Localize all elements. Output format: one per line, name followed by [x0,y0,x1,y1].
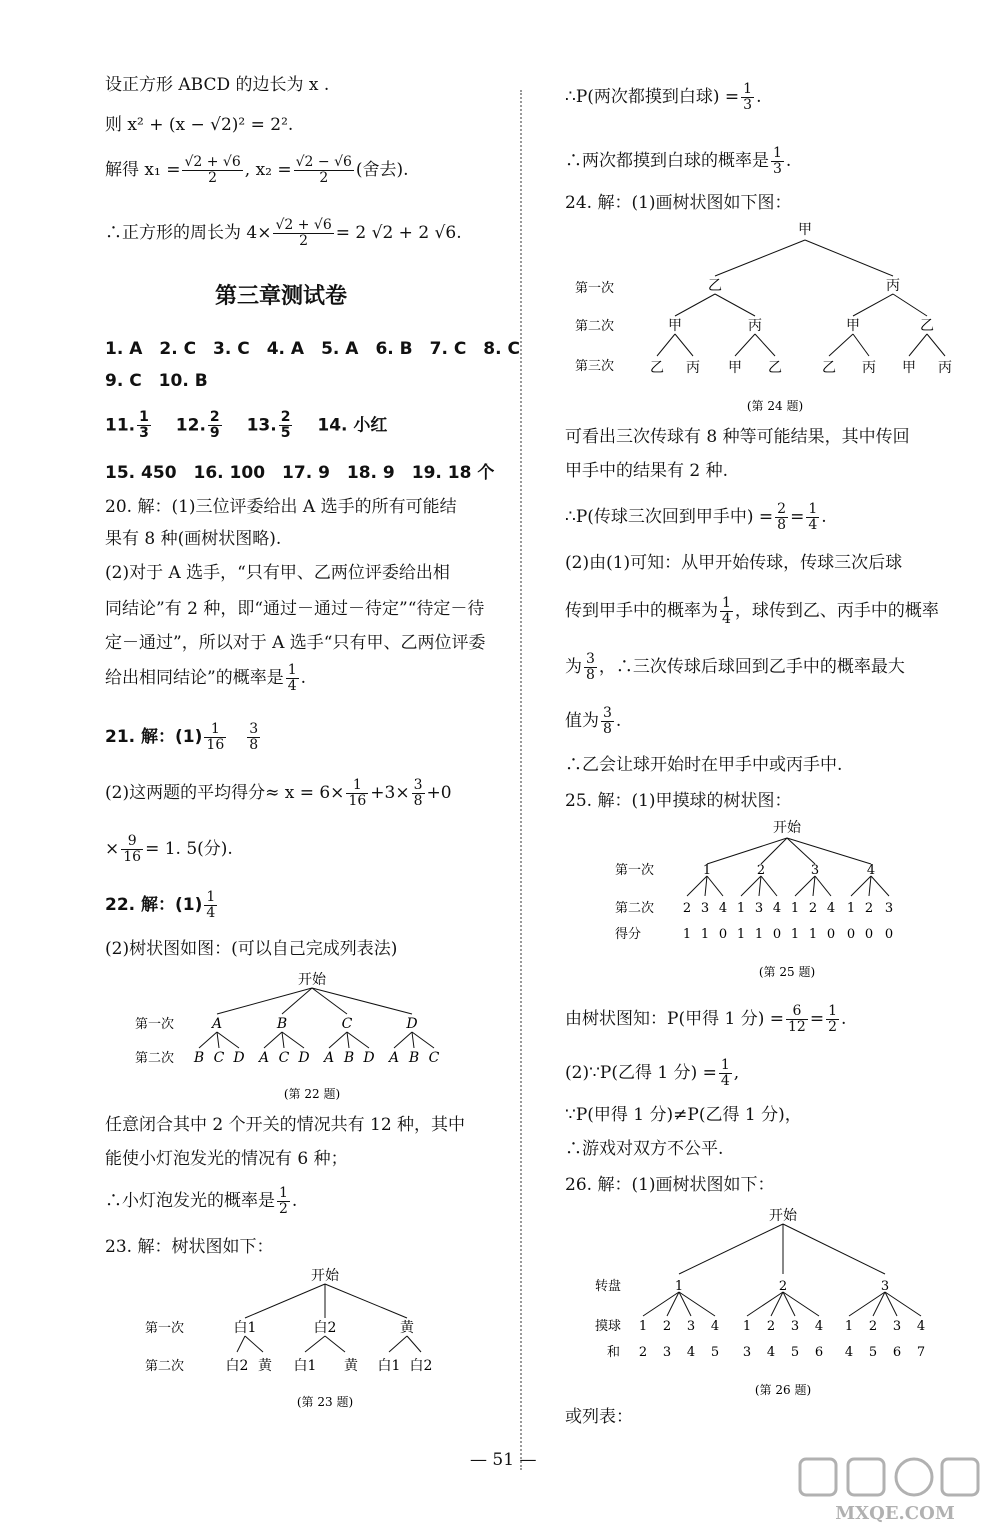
q26-line2: 或列表： [565,1407,633,1427]
line-solution: 解得 x₁ = $\frac{√2 + √6}{2}$ , x₂ = $\frac{√2 - √6}{2}$ (舍去). [105,154,409,186]
tree25-score: 0 [884,927,894,942]
tree-diagram-26 [595,1200,955,1410]
tree26-sum: 3 [662,1345,672,1360]
tree25-row2-label: 第二次 [615,901,655,916]
column-divider [520,90,522,1470]
q25-line2: 由树状图知：P(甲得 1 分) = $\frac{6}{12}$ = $\frac{1}{2}$ . [565,1003,847,1035]
tree23-leaf: 白2 [225,1358,249,1374]
tree26-leaf: 3 [892,1319,902,1334]
tree25-leaf: 1 [736,901,746,916]
tree26-sum: 4 [766,1345,776,1360]
tree25-score: 0 [826,927,836,942]
tree25-score: 1 [790,927,800,942]
answers-15-19: 15. 450 16. 100 17. 9 18. 9 19. 18 个 [105,463,495,483]
tree22-leaf: C [278,1050,290,1066]
tree26-leaf: 4 [916,1319,926,1334]
q22-line1: 22. 解：(1) $\frac{1}{4}$ [105,889,216,921]
tree26-leaf: 2 [662,1319,672,1334]
tree-diagram-22 [135,966,495,1106]
tree22-leaf: A [388,1050,400,1066]
tree24-node: 乙 [708,278,722,294]
q25-line3: (2)∵P(乙得 1 分) = $\frac{1}{4}$ , [565,1057,740,1089]
tree23-leaf: 白1 [377,1358,401,1374]
tree22-node: B [276,1016,288,1032]
tree22-node: A [211,1016,223,1032]
watermark-logo [790,1455,1000,1525]
tree26-row2-label: 摸球 [595,1319,622,1334]
q20-line1: 20. 解：(1)三位评委给出 A 选手的所有可能结 [105,497,457,517]
tree24-node: 丙 [748,318,762,334]
q22-line5: ∴小灯泡发光的概率是 $\frac{1}{2}$ . [105,1185,298,1217]
tree22-leaf: D [233,1050,245,1066]
tree26-sum: 6 [814,1345,824,1360]
tree-diagram-25 [615,816,955,986]
q24-line7: 为 $\frac{3}{8}$ ，∴三次传球后球回到乙手中的概率最大 [565,651,905,683]
tree25-leaf: 1 [846,901,856,916]
tree25-score: 0 [718,927,728,942]
tree25-node: 2 [756,863,766,878]
tree-diagram-23 [145,1262,485,1412]
q24-line4: ∴P(传球三次回到甲手中) = $\frac{2}{8}$ = $\frac{1}{4}$ . [565,501,827,533]
tree26-row1-label: 转盘 [595,1279,622,1294]
tree24-leaf: 丙 [686,360,700,376]
tree22-leaf: D [363,1050,375,1066]
tree23-node: 白1 [233,1320,257,1336]
tree24-start: 甲 [798,222,812,238]
tree26-sum: 5 [868,1345,878,1360]
tree25-score: 1 [682,927,692,942]
q20-line3: (2)对于 A 选手，“只有甲、乙两位评委给出相 [105,563,450,583]
tree26-sum: 3 [742,1345,752,1360]
tree26-sum: 6 [892,1345,902,1360]
tree24-node: 丙 [886,278,900,294]
tree23-start: 开始 [311,1268,339,1284]
line-perimeter: ∴正方形的周长为 4× $\frac{√2 + √6}{2}$ = 2 √2 + 2 √6. [105,217,462,249]
q24-line3: 甲手中的结果有 2 种. [565,461,729,481]
q25-line5: ∴游戏对双方不公平. [565,1139,724,1159]
tree25-leaf: 2 [808,901,818,916]
tree26-leaf: 3 [686,1319,696,1334]
tree23-node: 白2 [313,1320,337,1336]
tree24-leaf: 甲 [728,360,742,376]
tree26-node: 3 [880,1279,890,1294]
line-equation: 则 x² + (x − √2)² = 2². [105,115,294,135]
tree24-row1-label: 第一次 [575,281,615,296]
q21-line1: 21. 解：(1) $\frac{1}{16}$ $\frac{3}{8}$ [105,721,259,753]
tree22-caption: (第 22 题) [283,1087,341,1101]
q22-line3: 任意闭合其中 2 个开关的情况共有 12 种，其中 [105,1115,466,1135]
tree25-node: 3 [810,863,820,878]
tree24-caption: (第 24 题) [746,399,804,413]
tree26-sum: 5 [790,1345,800,1360]
tree22-leaf: A [258,1050,270,1066]
answers-9-10: 9. C 10. B [105,371,208,391]
q24-line2: 可看出三次传球有 8 种等可能结果，其中传回 [565,427,910,447]
tree24-leaf: 甲 [902,360,916,376]
q24-line5: (2)由(1)可知：从甲开始传球，传球三次后球 [565,553,903,573]
tree24-leaf: 丙 [862,360,876,376]
tree23-caption: (第 23 题) [296,1395,354,1409]
tree22-row2-label: 第二次 [135,1051,175,1066]
tree26-leaf: 1 [742,1319,752,1334]
tree26-sum: 4 [686,1345,696,1360]
tree23-row2-label: 第二次 [145,1359,185,1374]
tree25-leaf: 4 [826,901,836,916]
tree26-leaf: 1 [844,1319,854,1334]
tree26-row3-label: 和 [607,1345,621,1360]
tree26-leaf: 4 [814,1319,824,1334]
tree24-node: 甲 [668,318,682,334]
tree24-row3-label: 第三次 [575,359,615,374]
tree25-leaf: 3 [884,901,894,916]
tree24-node: 甲 [846,318,860,334]
tree26-caption: (第 26 题) [754,1383,812,1397]
tree23-row1-label: 第一次 [145,1321,185,1336]
prob-white-line: ∴P(两次都摸到白球) = $\frac{1}{3}$ . [565,81,762,113]
tree24-leaf: 乙 [650,360,664,376]
tree25-node: 1 [702,863,712,878]
tree25-score: 1 [754,927,764,942]
q20-line5: 定－通过”，所以对于 A 选手“只有甲、乙两位评委 [105,633,486,653]
tree26-leaf: 1 [638,1319,648,1334]
chapter-title: 第三章测试卷 [215,284,348,309]
tree22-node: C [341,1016,353,1032]
tree23-leaf: 白2 [409,1358,433,1374]
q20-line4: 同结论”有 2 种，即“通过－通过－待定”“待定－待 [105,599,485,619]
tree26-sum: 7 [916,1345,926,1360]
q21-line3: × $\frac{9}{16}$ = 1. 5(分). [105,833,233,865]
tree23-leaf: 黄 [344,1358,358,1374]
tree24-node: 乙 [920,318,934,334]
tree-diagram-24 [575,218,975,418]
tree26-start: 开始 [769,1208,797,1224]
tree25-leaf: 3 [700,901,710,916]
tree25-node: 4 [866,863,876,878]
tree22-row1-label: 第一次 [135,1017,175,1032]
tree25-score: 1 [736,927,746,942]
q26-line1: 26. 解：(1)画树状图如下： [565,1175,775,1195]
tree25-row3-label: 得分 [615,927,642,942]
tree24-leaf: 乙 [822,360,836,376]
tree22-leaf: C [428,1050,440,1066]
tree25-leaf: 4 [718,901,728,916]
tree25-score: 0 [772,927,782,942]
q25-line1: 25. 解：(1)甲摸球的树状图： [565,791,792,811]
tree22-node: D [406,1016,418,1032]
q20-line2: 果有 8 种(画树状图略). [105,529,282,549]
tree26-leaf: 2 [766,1319,776,1334]
q21-line2: (2)这两题的平均得分≈ x = 6× $\frac{1}{16}$ +3× $\frac{3}{8}$ +0 [105,777,452,809]
tree24-leaf: 丙 [938,360,952,376]
q22-line4: 能使小灯泡发光的情况有 6 种； [105,1149,348,1169]
answers-1-8: 1. A 2. C 3. C 4. A 5. A 6. B 7. C 8. C [105,339,520,359]
tree24-leaf: 乙 [768,360,782,376]
q24-line6: 传到甲手中的概率为 $\frac{1}{4}$ ，球传到乙、丙手中的概率 [565,595,939,627]
q24-line9: ∴乙会让球开始时在甲手中或丙手中. [565,755,843,775]
tree26-leaf: 2 [868,1319,878,1334]
q24-line8: 值为 $\frac{3}{8}$ . [565,705,622,737]
tree25-score: 1 [808,927,818,942]
tree26-leaf: 4 [710,1319,720,1334]
tree22-leaf: C [213,1050,225,1066]
tree23-leaf: 黄 [258,1358,272,1374]
tree25-row1-label: 第一次 [615,863,655,878]
line-square-side: 设正方形 ABCD 的边长为 x . [105,75,330,95]
tree25-score: 0 [846,927,856,942]
answers-11-14: 11. $\frac{1}{3}$ 12. $\frac{2}{9}$ 13. $\frac{2}{5}$ 14. 小红 [105,409,388,441]
tree25-start: 开始 [773,820,801,836]
tree23-node: 黄 [400,1320,414,1336]
q22-line2: (2)树状图如图：(可以自己完成列表法) [105,939,398,959]
q24-line1: 24. 解：(1)画树状图如下图： [565,193,792,213]
q20-line6: 给出相同结论”的概率是 $\frac{1}{4}$ . [105,662,307,694]
svg-text:MXQE.COM: MXQE.COM [835,1503,955,1524]
q23-line1: 23. 解：树状图如下： [105,1237,274,1257]
tree26-node: 2 [778,1279,788,1294]
tree22-leaf: B [193,1050,205,1066]
tree25-caption: (第 25 题) [758,965,816,979]
q25-line4: ∵P(甲得 1 分)≠P(乙得 1 分)， [565,1105,802,1125]
page-number: — 51 — [470,1450,537,1470]
tree26-sum: 5 [710,1345,720,1360]
tree22-leaf: B [408,1050,420,1066]
tree26-leaf: 3 [790,1319,800,1334]
prob-white-conclusion: ∴两次都摸到白球的概率是 $\frac{1}{3}$ . [565,145,792,177]
tree26-node: 1 [674,1279,684,1294]
tree22-leaf: D [298,1050,310,1066]
tree25-score: 0 [864,927,874,942]
tree22-leaf: A [323,1050,335,1066]
tree22-leaf: B [343,1050,355,1066]
tree23-leaf: 白1 [293,1358,317,1374]
tree26-sum: 2 [638,1345,648,1360]
tree25-leaf: 2 [682,901,692,916]
tree24-row2-label: 第二次 [575,319,615,334]
tree26-sum: 4 [844,1345,854,1360]
tree25-leaf: 2 [864,901,874,916]
tree25-score: 1 [700,927,710,942]
tree25-leaf: 3 [754,901,764,916]
tree25-leaf: 4 [772,901,782,916]
tree25-leaf: 1 [790,901,800,916]
tree22-start: 开始 [298,972,326,988]
